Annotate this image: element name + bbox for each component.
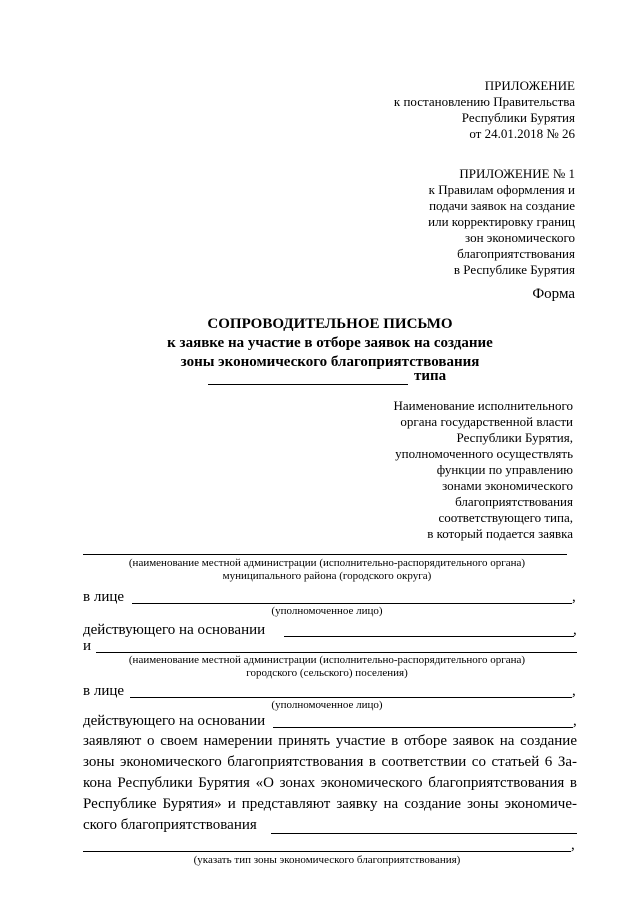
appendix-line: зон экономического: [465, 230, 575, 245]
city-admin-line: [96, 652, 577, 653]
appendix-header: [300, 78, 575, 142]
hint-zone-type: (указать тип зоны экономического благоприятствования): [193, 854, 461, 866]
appendix-date: от 24.01.2018 № 26: [469, 126, 575, 141]
paragraph-line: ского благоприятствования: [83, 817, 257, 833]
appendix-line: Республики Бурятия: [461, 110, 575, 125]
addressee-line: функции по управлению: [436, 462, 573, 477]
addressee-line: Республики Бурятия,: [456, 430, 573, 445]
document-title: [80, 315, 580, 372]
addressee-line: соответствующего типа,: [438, 510, 573, 525]
appendix-line: к Правилам оформления и: [428, 182, 575, 197]
municipal-admin-line: [83, 554, 567, 555]
paragraph-line: зоны экономического благоприятствования в соответствии со статьей 6 За-: [83, 754, 577, 770]
appendix-line: благоприятствования: [457, 246, 575, 261]
paragraph-line: кона Республики Бурятия «О зонах экономического благоприятствования в: [83, 775, 577, 791]
appendix-line: в Республике Бурятия: [453, 262, 575, 277]
title-type-word: типа: [414, 368, 447, 384]
addressee-line: благоприятствования: [455, 494, 573, 509]
appendix-title: ПРИЛОЖЕНИЕ № 1: [459, 166, 575, 181]
zone-type-blank-line: [208, 384, 408, 385]
in-person-label: в лице: [83, 683, 125, 699]
title-line: зоны экономического благоприятствования: [180, 354, 480, 370]
hint-city-admin: (наименование местной администрации (исполнительно-распорядительного органа) городского (сельского) поселения): [128, 654, 526, 679]
and-label: и: [83, 638, 92, 654]
appendix-line: или корректировку границ: [428, 214, 575, 229]
zone-type-continuation-line: [83, 851, 571, 852]
acting-basis-label: действующего на основании: [83, 713, 266, 729]
in-person-label: в лице: [83, 589, 125, 605]
hint-municipal-admin: (наименование местной администрации (исполнительно-распорядительного органа) муниципального района (городского округа): [128, 557, 526, 582]
acting-basis-line: [284, 636, 574, 637]
appendix-line: подачи заявок на создание: [429, 198, 575, 213]
title-line: к заявке на участие в отборе заявок на создание: [167, 335, 493, 351]
hint-authorized-person: (уполномоченное лицо): [271, 699, 383, 711]
title-line: СОПРОВОДИТЕЛЬНОЕ ПИСЬМО: [207, 316, 453, 332]
appendix-line: к постановлению Правительства: [393, 94, 575, 109]
appendix-1-header: [300, 166, 575, 278]
addressee-line: уполномоченного осуществлять: [395, 446, 573, 461]
acting-basis-line: [273, 727, 573, 728]
addressee-line: зонами экономического: [442, 478, 573, 493]
zone-type-line: [271, 833, 577, 834]
form-label: Форма: [532, 286, 575, 302]
acting-basis-label: действующего на основании: [83, 622, 266, 638]
paragraph-line: заявляют о своем намерении принять участие в отборе заявок на создание: [83, 733, 577, 749]
appendix-title: ПРИЛОЖЕНИЕ: [484, 78, 575, 93]
hint-authorized-person: (уполномоченное лицо): [271, 605, 383, 617]
addressee-line: органа государственной власти: [400, 414, 573, 429]
addressee-block: [340, 398, 573, 542]
authorized-person-line: [132, 603, 572, 604]
authorized-person-line: [130, 697, 572, 698]
addressee-line: Наименование исполнительного: [393, 398, 573, 413]
paragraph-line: Республике Бурятия» и представляют заявку на создание зоны экономиче-: [83, 796, 577, 812]
addressee-line: в который подается заявка: [427, 526, 573, 541]
